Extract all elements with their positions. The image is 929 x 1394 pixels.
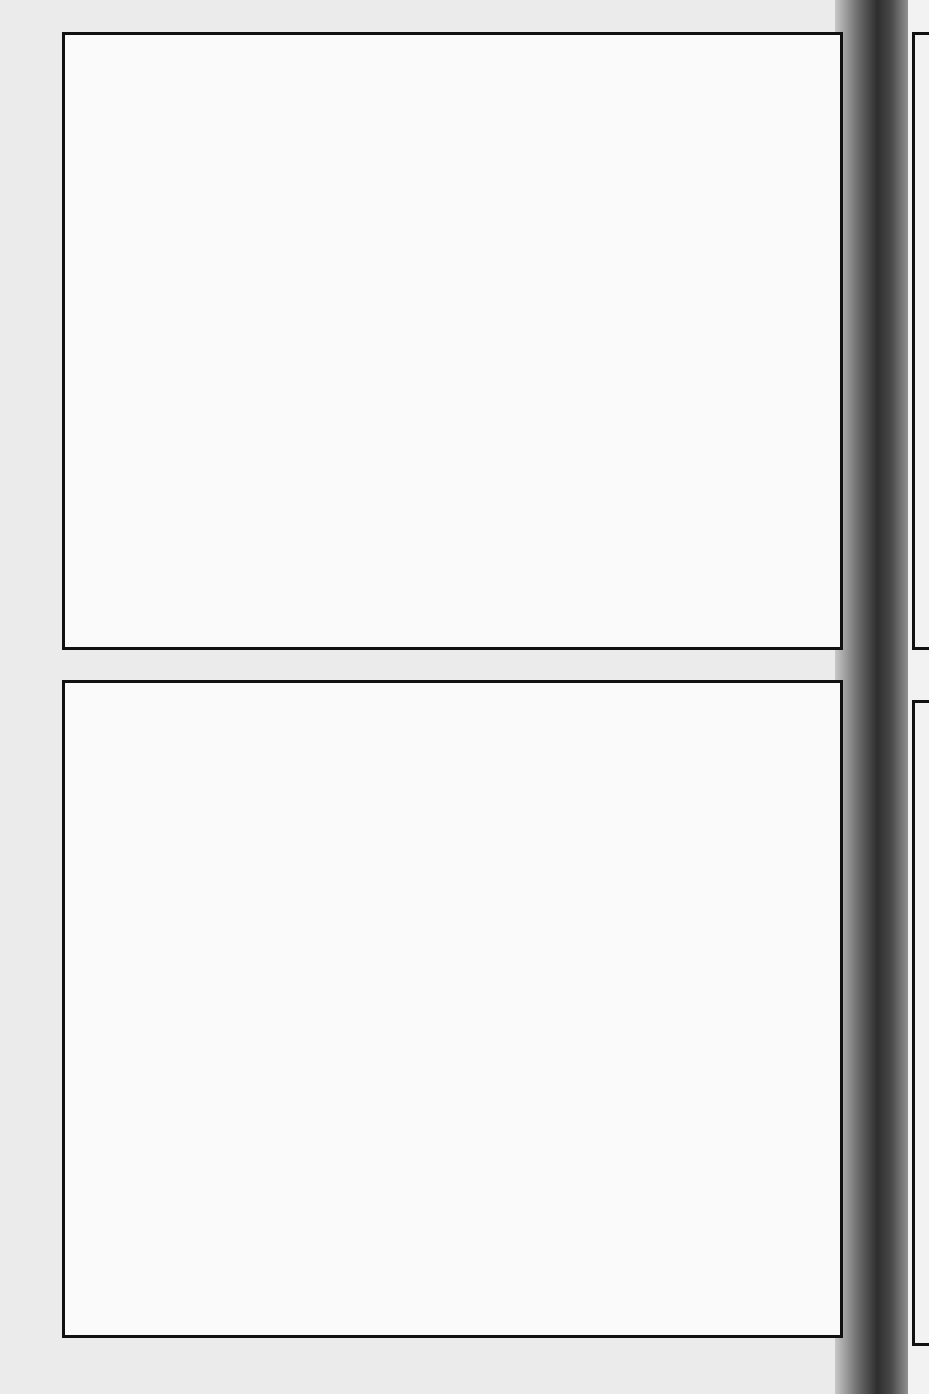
next-page-frame-top <box>912 32 929 650</box>
text-columns-top <box>65 35 840 647</box>
document-panel-bottom <box>62 680 843 1338</box>
document-panel-top <box>62 32 843 650</box>
text-columns-bottom <box>65 683 840 1335</box>
next-page-frame-bottom <box>912 700 929 1346</box>
